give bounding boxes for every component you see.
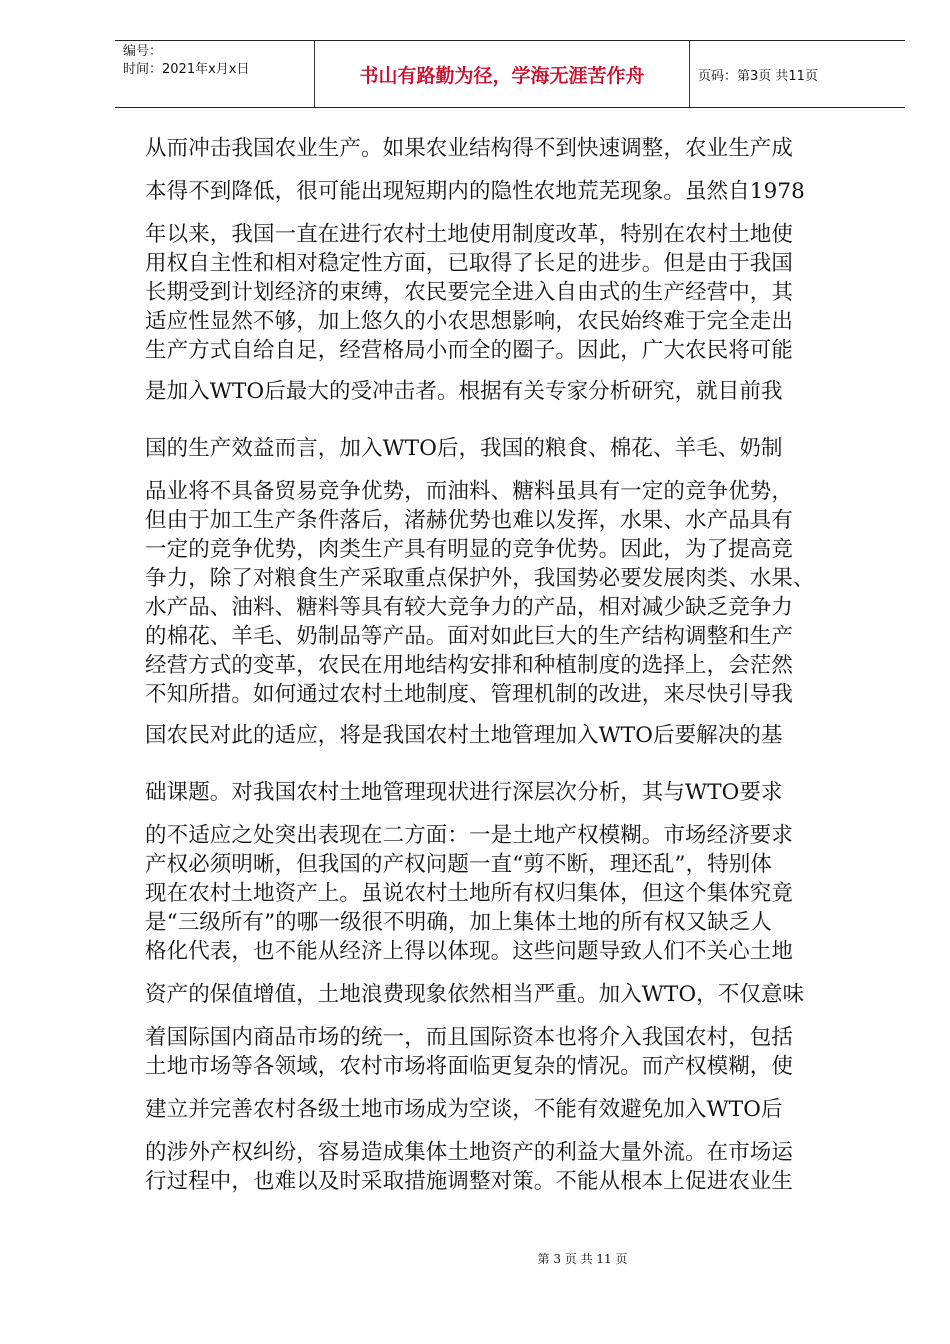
body-line: 品业将不具备贸易竞争优势，而油料、糖料虽具有一定的竞争优势， bbox=[145, 479, 794, 504]
body-line: 一定的竞争优势，肉类生产具有明显的竞争优势。因此，为了提高竞 bbox=[145, 537, 794, 562]
body-line: 是加入WTO后最大的受冲击者。根据有关专家分析研究，就目前我 bbox=[145, 379, 783, 404]
body-line: 础课题。对我国农村土地管理现状进行深层次分析，其与WTO要求 bbox=[145, 780, 783, 805]
body-line: 从而冲击我国农业生产。如果农业结构得不到快速调整，农业生产成 bbox=[145, 136, 794, 161]
footer-page-number: 第 3 页 共 11 页 bbox=[537, 1252, 628, 1266]
body-line: 不知所措。如何通过农村土地制度、管理机制的改进，来尽快引导我 bbox=[145, 682, 794, 707]
header-page-number: 页码：第3页 共11页 bbox=[698, 68, 818, 84]
body-line: 水产品、油料、糖料等具有较大竞争力的产品，相对减少缺乏竞争力 bbox=[145, 595, 794, 620]
body-line: 土地市场等各领域，农村市场将面临更复杂的情况。而产权模糊，使 bbox=[145, 1054, 794, 1079]
body-line: 用权自主性和相对稳定性方面，已取得了长足的进步。但是由于我国 bbox=[145, 251, 794, 276]
body-line: 资产的保值增值，土地浪费现象依然相当严重。加入WTO，不仅意味 bbox=[145, 982, 805, 1007]
body-line: 生产方式自给自足，经营格局小而全的圈子。因此，广大农民将可能 bbox=[145, 338, 794, 363]
header-meta bbox=[115, 41, 315, 107]
body-line: 产权必须明晰，但我国的产权问题一直“剪不断，理还乱”，特别体 bbox=[145, 852, 772, 877]
body-line: 的涉外产权纠纷，容易造成集体土地资产的利益大量外流。在市场运 bbox=[145, 1140, 794, 1165]
body-line: 是“三级所有”的哪一级很不明确，加上集体土地的所有权又缺乏人 bbox=[145, 910, 772, 935]
date-label: 时间：2021年x月x日 bbox=[123, 62, 250, 77]
body-line: 长期受到计划经济的束缚，农民要完全进入自由式的生产经营中，其 bbox=[145, 280, 794, 305]
body-line: 着国际国内商品市场的统一，而且国际资本也将介入我国农村，包括 bbox=[145, 1025, 794, 1050]
body-line: 建立并完善农村各级土地市场成为空谈，不能有效避免加入WTO后 bbox=[145, 1097, 783, 1122]
body-line: 国的生产效益而言，加入WTO后，我国的粮食、棉花、羊毛、奶制 bbox=[145, 436, 783, 461]
page-footer bbox=[0, 1250, 950, 1267]
body-line: 争力，除了对粮食生产采取重点保护外，我国势必要发展肉类、水果、 bbox=[145, 566, 815, 591]
body-line: 格化代表，也不能从经济上得以体现。这些问题导致人们不关心土地 bbox=[145, 939, 794, 964]
header-motto: 书山有路勤为径，学海无涯苦作舟 bbox=[315, 41, 690, 107]
body-line: 适应性显然不够，加上悠久的小农思想影响，农民始终难于完全走出 bbox=[145, 309, 794, 334]
body-line: 的棉花、羊毛、奶制品等产品。面对如此巨大的生产结构调整和生产 bbox=[145, 624, 794, 649]
body-line: 现在农村土地资产上。虽说农村土地所有权归集体，但这个集体究竟 bbox=[145, 881, 794, 906]
body-line: 行过程中，也难以及时采取措施调整对策。不能从根本上促进农业生 bbox=[145, 1169, 794, 1194]
document-header bbox=[115, 40, 905, 108]
body-line: 本得不到降低，很可能出现短期内的隐性农地荒芜现象。虽然自1978 bbox=[145, 179, 805, 204]
body-line: 但由于加工生产条件落后，渚赫优势也难以发挥，水果、水产品具有 bbox=[145, 508, 794, 533]
serial-number-label: 编号： bbox=[123, 44, 163, 59]
body-line: 经营方式的变革，农民在用地结构安排和种植制度的选择上，会茫然 bbox=[145, 653, 794, 678]
body-line: 国农民对此的适应，将是我国农村土地管理加入WTO后要解决的基 bbox=[145, 723, 783, 748]
body-line: 年以来，我国一直在进行农村土地使用制度改革，特别在农村土地使 bbox=[145, 222, 794, 247]
body-line: 的不适应之处突出表现在二方面：一是土地产权模糊。市场经济要求 bbox=[145, 823, 794, 848]
